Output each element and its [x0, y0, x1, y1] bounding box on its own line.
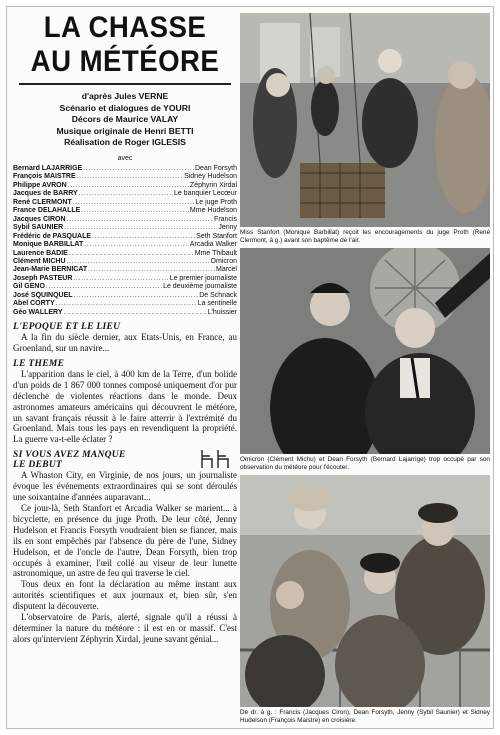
cast-row: [13, 275, 237, 283]
credit-line: Scénario et dialogues de YOURI: [59, 102, 191, 113]
cast-role: Sidney Hudelson: [184, 173, 237, 181]
cast-row: [13, 309, 237, 317]
leader-dots: [73, 199, 195, 207]
leader-dots: [83, 165, 194, 173]
cast-actor: Jacques CIRON: [13, 215, 66, 223]
title-line-2: AU MÉTÉORE: [30, 45, 220, 78]
leader-dots: [68, 182, 189, 190]
cast-role: Marcel: [215, 266, 237, 274]
photo-1-image: [240, 13, 490, 227]
credits-block: [13, 91, 237, 149]
cast-row: [13, 283, 237, 291]
section-text-epoque: A la fin du siècle dernier, aux Etats-Unis, en France, au Groenland, sur un navire...: [13, 332, 237, 354]
leader-dots: [67, 216, 214, 224]
debut-paragraph: L'observatoire de Paris, alerté, signale qu'il a réussi à déterminer la nature du météore : il est en or massif. C'est alors qu'intervient Zéphyrin Xirdal, jeune savant génial...: [13, 612, 237, 644]
cast-row: [13, 190, 237, 198]
leader-dots: [79, 190, 173, 198]
title-line-1: LA CHASSE: [43, 11, 207, 44]
photo-3-image: [240, 475, 490, 707]
cast-actor: Monique BARBILLAT: [13, 241, 84, 249]
cast-row: [13, 258, 237, 266]
cast-role: Mme Hudelson: [189, 207, 237, 215]
credit-line: Musique originale de Henri BETTI: [56, 125, 194, 136]
cast-actor: José SQUINQUEL: [13, 291, 73, 299]
cast-role: Zéphyrin Xirdal: [189, 181, 237, 189]
leader-dots: [67, 258, 210, 266]
cast-row: [13, 292, 237, 300]
cast-actor: Bernard LAJARRIGE: [13, 164, 83, 172]
cast-role: Dean Forsyth: [194, 164, 237, 172]
photo-2-image: [240, 248, 490, 454]
page-title: [22, 11, 228, 79]
cast-role: Jenny: [218, 224, 237, 232]
cast-row: [13, 207, 237, 215]
cast-actor: René CLERMONT: [13, 198, 72, 206]
cast-actor: Gil GENO: [13, 283, 45, 291]
leader-dots: [64, 224, 217, 232]
leader-dots: [73, 275, 168, 283]
title-rule: [19, 83, 231, 85]
cast-role: Seth Stanfort: [196, 232, 237, 240]
leader-dots: [64, 309, 207, 317]
cast-role: Le premier journaliste: [169, 274, 237, 282]
leader-dots: [92, 233, 195, 241]
text-column: [13, 11, 237, 645]
cast-role: Le banquier Lecœur: [173, 190, 237, 198]
section-head-debut-line2: LE DEBUT: [13, 460, 63, 471]
credit-line: Réalisation de Roger IGLESIS: [64, 137, 186, 148]
cast-row: [13, 165, 237, 173]
cast-actor: Philippe AVRON: [13, 181, 67, 189]
leader-dots: [56, 300, 197, 308]
leader-dots: [69, 250, 194, 258]
cast-actor: Frédéric de PASQUALE: [13, 232, 92, 240]
leader-dots: [74, 292, 199, 300]
photo-cruise-scene: [240, 475, 490, 707]
cast-row: [13, 266, 237, 274]
cast-actor: Jacques de BARRY: [13, 190, 78, 198]
caption-1: Miss Stanfort (Monique Barbillat) reçoit les encouragements du juge Proth (René Clermont, à g.) avant son baptême de l'air.: [240, 229, 490, 244]
cast-row: [13, 216, 237, 224]
cast-row: [13, 199, 237, 207]
leader-dots: [46, 283, 162, 291]
cast-role: Francis: [214, 215, 237, 223]
cast-role: Le deuxième journaliste: [163, 283, 237, 291]
cast-role: Mme Thibault: [194, 249, 237, 257]
photo-telescope-scene: [240, 248, 490, 454]
cast-role: De Schnack: [199, 291, 237, 299]
photo-balloon-scene: [240, 13, 490, 227]
cast-row: [13, 250, 237, 258]
section-head-debut-line1: SI VOUS AVEZ MANQUE: [13, 450, 126, 461]
credit-line: d'après Jules VERNE: [81, 91, 169, 101]
photo-column: [240, 13, 490, 725]
cast-row: [13, 173, 237, 181]
section-text-debut: [13, 470, 237, 645]
section-head-epoque: L'EPOQUE ET LE LIEU: [13, 322, 121, 333]
section-head-theme: LE THEME: [13, 358, 65, 369]
caption-2: Omicron (Clément Michu) et Dean Forsyth (Bernard Lajarrige) trop occupé par son observation du météore pour l'écouter.: [240, 456, 490, 471]
cast-role: Le juge Proth: [195, 198, 237, 206]
section-text-theme: L'apparition dans le ciel, à 400 km de la Terre, d'un bolide d'un poids de 1 867 000 tonnes composé uniquement d'or pur déclenche de violentes réactions dans le monde. Deux astronomes amateurs américains qui découvrent le météore, un savant français réussit à le faire atterrir à l'extrémité du Groenland. Mais tous les pays en revendiquent la propriété. La guerre va-t-elle éclater ?: [13, 368, 237, 445]
cast-row: [13, 182, 237, 190]
leader-dots: [84, 241, 189, 249]
cast-row: [13, 300, 237, 308]
cast-actor: Joseph PASTEUR: [13, 274, 73, 282]
cast-row: [13, 224, 237, 232]
section-head-debut: [13, 450, 237, 470]
avec-label: avec: [117, 154, 133, 162]
cast-row: [13, 241, 237, 249]
cast-list: [13, 165, 237, 317]
cast-row: [13, 233, 237, 241]
cast-actor: France DELAHALLE: [13, 207, 81, 215]
leader-dots: [88, 266, 215, 274]
caption-3: De dr. à g. : Francis (Jacques Ciron), Dean Forsyth, Jenny (Sybil Saunier) et Sidney Hudelson (François Maistre) en croisière.: [240, 709, 490, 724]
debut-paragraph: A Whaston City, en Virginie, de nos jours, un journaliste évoque les événements extraordinaires qui se sont déroulés une soixantaine d'années auparavant...: [13, 470, 237, 503]
cast-actor: Clément MICHU: [13, 257, 66, 265]
cast-actor: Géo WALLERY: [13, 308, 63, 316]
cast-actor: Sybil SAUNIER: [13, 224, 64, 232]
debut-paragraph: Ce jour-là, Seth Stanfort et Arcadia Walker se marient... à bicyclette, en présence du juge Proth. De leur côté, Jenny Hudelson et Francis Forsyth voudraient bien se fiancer, mais ils en sont empêchés par l'absence du père de l'une, Sidney Hudelson, et de l'oncle de l'autre, Dean Forsyth, bien trop occupés à examiner, l'œil collé au viseur de leur lunette astronomique, un astre de feu qui traverse le ciel.: [13, 503, 237, 579]
cast-role: Arcadia Walker: [189, 241, 237, 249]
leader-dots: [77, 173, 183, 181]
cast-actor: François MAISTRE: [13, 173, 76, 181]
cast-actor: Abel CORTY: [13, 300, 55, 308]
cast-role: Omicron: [210, 257, 237, 265]
cast-role: L'huissier: [207, 308, 237, 316]
cast-actor: Jean-Marie BERNICAT: [13, 266, 88, 274]
chairs-icon: [199, 448, 233, 470]
debut-paragraph: Tous deux en font la déclaration au même instant aux autorités scientifiques et aux journaux et, bien sûr, s'en disputent la découverte.: [13, 579, 237, 612]
cast-role: La sentinelle: [197, 300, 237, 308]
cast-actor: Laurence BADIE: [13, 249, 68, 257]
credit-line: Décors de Maurice VALAY: [71, 114, 179, 125]
leader-dots: [81, 207, 189, 215]
magazine-page: [6, 6, 494, 729]
